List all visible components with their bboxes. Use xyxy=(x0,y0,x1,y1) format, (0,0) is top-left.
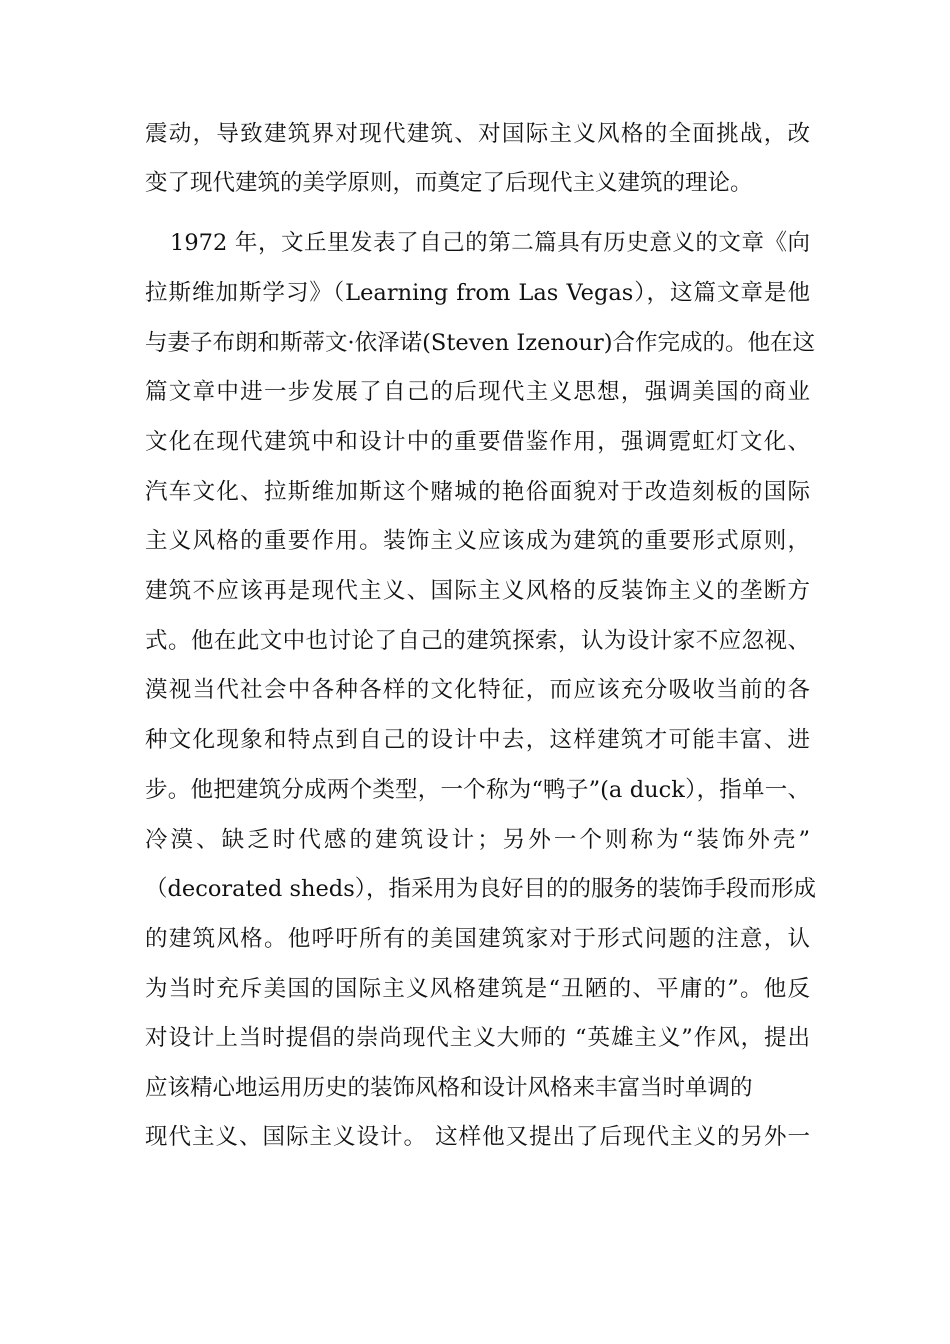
text-line: 1972 年，文丘里发表了自己的第二篇具有历史意义的文章《向 xyxy=(170,230,810,256)
text-line: 建筑不应该再是现代主义、国际主义风格的反装饰主义的垄断方 xyxy=(145,578,810,604)
text-line: 震动，导致建筑界对现代建筑、对国际主义风格的全面挑战，改 xyxy=(145,121,810,147)
text-line: 对设计上当时提倡的崇尚现代主义大师的 “英雄主义”作风，提出 xyxy=(145,1025,810,1051)
text-line: 文化在现代建筑中和设计中的重要借鉴作用，强调霓虹灯文化、 xyxy=(145,429,810,455)
text-line: 变了现代建筑的美学原则，而奠定了后现代主义建筑的理论。 xyxy=(145,170,753,196)
text-line: 为当时充斥美国的国际主义风格建筑是“丑陋的、平庸的”。他反 xyxy=(145,976,810,1002)
text-line: 拉斯维加斯学习》（Learning from Las Vegas），这篇文章是他 xyxy=(145,280,810,306)
text-line: 种文化现象和特点到自己的设计中去，这样建筑才可能丰富、进 xyxy=(145,727,810,753)
text-line: 应该精心地运用历史的装饰风格和设计风格来丰富当时单调的 xyxy=(145,1075,753,1101)
text-line: 主义风格的重要作用。装饰主义应该成为建筑的重要形式原则， xyxy=(145,528,810,554)
text-line: 冷漠、缺乏时代感的建筑设计；另外一个则称为“装饰外壳” xyxy=(145,827,810,853)
text-line: 式。他在此文中也讨论了自己的建筑探索，认为设计家不应忽视、 xyxy=(145,628,810,654)
text-line: 漠视当代社会中各种各样的文化特征，而应该充分吸收当前的各 xyxy=(145,677,810,703)
text-line: 篇文章中进一步发展了自己的后现代主义思想，强调美国的商业 xyxy=(145,379,810,405)
text-line: 的建筑风格。他呼吁所有的美国建筑家对于形式问题的注意，认 xyxy=(145,926,810,952)
text-line: 与妻子布朗和斯蒂文·依泽诺(Steven Izenour)合作完成的。他在这 xyxy=(145,330,815,356)
text-line: 步。他把建筑分成两个类型，一个称为“鸭子”(a duck），指单一、 xyxy=(145,777,810,803)
text-line: （decorated sheds），指采用为良好目的的服务的装饰手段而形成 xyxy=(145,876,817,902)
text-line: 汽车文化、拉斯维加斯这个赌城的艳俗面貌对于改造刻板的国际 xyxy=(145,479,810,505)
text-line: 现代主义、国际主义设计。 这样他又提出了后现代主义的另外一 xyxy=(145,1124,810,1150)
